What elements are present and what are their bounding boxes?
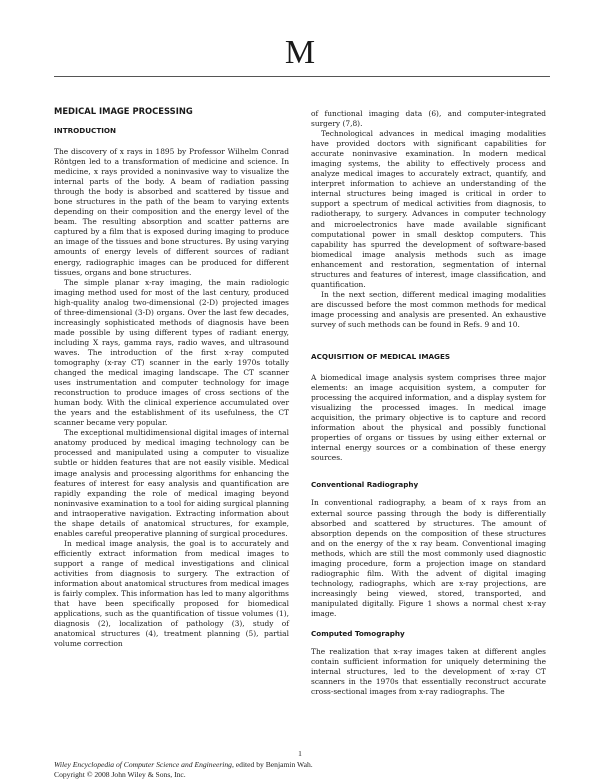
intro-paragraph-1: The discovery of x rays in 1895 by Professor Wilhelm Conrad Röntgen led to a transformation of medicine and science. In medicine, x rays provided a noninvasive way to visualize the internal parts of the body. A beam of radiation passing through the body is absorbed and scattered by tissue and bone structures in the path of the beam to varying extents depending on their composition and the energy level of the beam. The resulting absorption and scatter patterns are captured by a film that is exposed during imaging to produce an image of the tissues and bone structures. By using varying amounts of energy levels of different sources of radiant energy, radiographic images can be produced for different tissues, organs and bone structures. (54, 147, 289, 278)
header-rule (54, 76, 550, 77)
intro-paragraph-3: The exceptional multidimensional digital images of internal anatomy produced by medical imaging technology can be processed and manipulated using a computer to visualize subtle or hidden features that are not easily visible. Medical image analysis and processing algorithms for enhancing the features of interest for easy analysis and quantification are rapidly expanding the role of medical imaging beyond noninvasive examination to a tool for aiding surgical planning and intraoperative navigation. Extracting information about the shape details of anatomical structures, for example, enables careful preoperative planning of surgical procedures. (54, 428, 289, 539)
intro-paragraph-6: In the next section, different medical imaging modalities are discussed before the most common methods for medical image processing and analysis are presented. An exhaustive survey of such methods can be found in Refs. 9 and 10. (311, 290, 546, 330)
editor-line: , edited by Benjamin Wah. (232, 760, 313, 769)
intro-paragraph-4-continued: of functional imaging data (6), and computer-integrated surgery (7,8). (311, 109, 546, 129)
computed-tomography-paragraph: The realization that x-ray images taken at different angles contain sufficient information for uniquely determining the internal structures, led to the development of x-ray CT scanners in the 1970s that essentially reconstruct accurate cross-sectional images from x-ray radiographs. The (311, 647, 546, 697)
acquisition-heading: ACQUISITION OF MEDICAL IMAGES (311, 352, 546, 362)
right-column (311, 109, 546, 697)
acquisition-paragraph: A biomedical image analysis system comprises three major elements: an image acquisition system, a computer for processing the acquired information, and a display system for visualizing the processed images. In medical image acquisition, the primary objective is to capture and record information about the physical and possibly functional properties of organs or tissues by using either external or internal energy sources or a combination of these energy sources. (311, 373, 546, 463)
chapter-letter: M (0, 36, 600, 70)
copyright-line: Copyright © 2008 John Wiley & Sons, Inc. (54, 770, 313, 779)
footer-citation (54, 760, 313, 770)
page-number: 1 (0, 749, 600, 758)
intro-paragraph-4: In medical image analysis, the goal is to accurately and efficiently extract information from medical images to support a range of medical investigations and clinical activities from diagnosis to surgery. The extraction of information about anatomical structures from medical images is fairly complex. This information has led to many algorithms that have been specifically proposed for biomedical applications, such as the quantification of tissue volumes (1), diagnosis (2), localization of pathology (3), study of anatomical structures (4), treatment planning (5), partial volume correction (54, 539, 289, 650)
intro-paragraph-5: Technological advances in medical imaging modalities have provided doctors with significant capabilities for accurate noninvasive examination. In modern medical imaging systems, the ability to effectively process and analyze medical images to accurately extract, quantify, and interpret information to achieve an understanding of the internal structures being imaged is critical in order to support a spectrum of medical activities from diagnosis, to radiotherapy, to surgery. Advances in computer technology and microelectronics have made available significant computational power in small desktop computers. This capability has spurred the development of software-based biomedical image analysis methods such as image enhancement and restoration, segmentation of internal structures and features of interest, image classification, and quantification. (311, 129, 546, 290)
footer (54, 760, 313, 779)
introduction-heading: INTRODUCTION (54, 126, 289, 136)
conventional-radiography-heading: Conventional Radiography (311, 480, 546, 490)
publication-title: Wiley Encyclopedia of Computer Science and Engineering (54, 760, 232, 769)
conventional-radiography-paragraph: In conventional radiography, a beam of x rays from an external source passing through the body is differentially absorbed and scattered by structures. The amount of absorption depends on the composition of these structures and on the energy of the x ray beam. Conventional imaging methods, which are still the most commonly used diagnostic imaging procedure, form a projection image on standard radiographic film. With the advent of digital imaging technology, radiographs, which are x-ray projections, are increasingly being viewed, stored, transported, and manipulated digitally. Figure 1 shows a normal chest x-ray image. (311, 498, 546, 619)
intro-paragraph-2: The simple planar x-ray imaging, the main radiologic imaging method used for most of the last century, produced high-quality analog two-dimensional (2-D) projected images of three-dimensional (3-D) organs. Over the last few decades, increasingly sophisticated methods of diagnosis have been made possible by using different types of radiant energy, including X rays, gamma rays, radio waves, and ultrasound waves. The introduction of the first x-ray computed tomography (x-ray CT) scanner in the early 1970s totally changed the medical imaging landscape. The CT scanner uses instrumentation and computer technology for image reconstruction to produce images of cross sections of the human body. With the clinical experience accumulated over the years and the establishment of its usefulness, the CT scanner became very popular. (54, 278, 289, 429)
left-column (54, 106, 289, 649)
article-title: MEDICAL IMAGE PROCESSING (54, 106, 289, 116)
computed-tomography-heading: Computed Tomography (311, 629, 546, 639)
